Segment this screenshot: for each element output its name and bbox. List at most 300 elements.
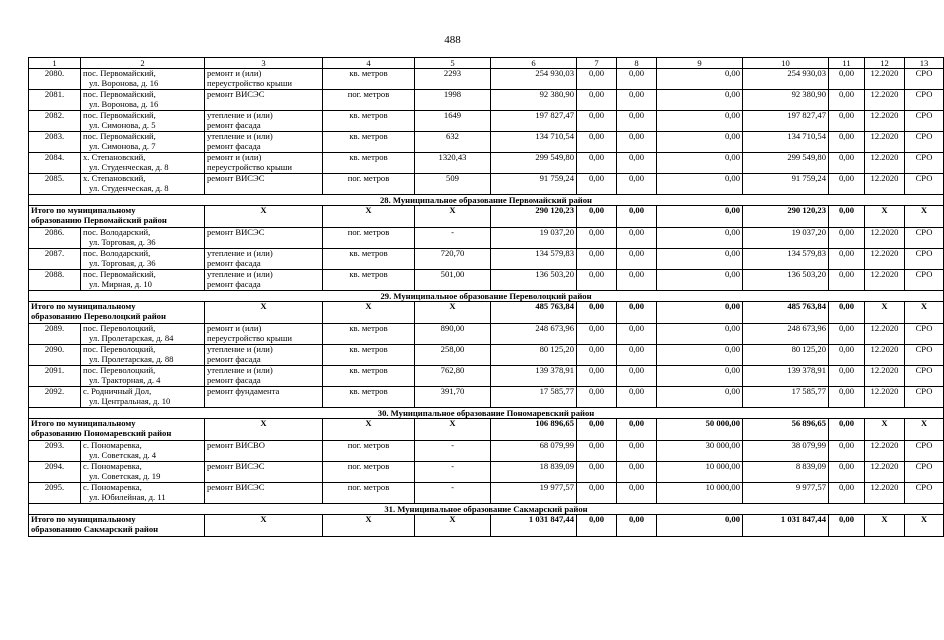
method-cell: СРО [905, 345, 944, 366]
quantity-cell: 2293 [415, 69, 491, 90]
unit-cell: кв. метров [323, 324, 415, 345]
table-row [29, 483, 944, 504]
column-number-cell: 10 [743, 58, 829, 69]
method-cell: СРО [905, 387, 944, 408]
col11-cell: 0,00 [829, 302, 865, 324]
col7-cell: 0,00 [577, 270, 617, 291]
col11-cell: 0,00 [829, 366, 865, 387]
col11-cell: 0,00 [829, 132, 865, 153]
work-type-cell-line1: утепление и (или) [207, 344, 273, 354]
total-label-cell [29, 419, 205, 441]
col7-cell: 0,00 [577, 206, 617, 228]
col11-cell: 0,00 [829, 228, 865, 249]
col8-cell: 0,00 [617, 174, 657, 195]
col10-cell: 139 378,91 [743, 366, 829, 387]
cost-cell: 197 827,47 [491, 111, 577, 132]
col8-cell: 0,00 [617, 228, 657, 249]
col9-cell: 0,00 [657, 69, 743, 90]
col11-cell: 0,00 [829, 174, 865, 195]
cost-cell: 134 579,83 [491, 249, 577, 270]
table-row [29, 90, 944, 111]
table-row [29, 153, 944, 174]
work-type-cell-line2: переустройство крыши [207, 332, 292, 343]
work-type-cell [205, 366, 323, 387]
address-cell-line1: пос. Первомайский, [83, 110, 156, 120]
unit-cell: кв. метров [323, 69, 415, 90]
col10-cell: 8 839,09 [743, 462, 829, 483]
work-type-cell [205, 324, 323, 345]
table-row [29, 174, 944, 195]
col11-cell: 0,00 [829, 111, 865, 132]
col11-cell: 0,00 [829, 419, 865, 441]
col10-cell: 197 827,47 [743, 111, 829, 132]
table-row [29, 132, 944, 153]
unit-cell: пог. метров [323, 441, 415, 462]
address-cell-line1: пос. Володарский, [83, 227, 151, 237]
quantity-cell: 1320,43 [415, 153, 491, 174]
col7-cell: 0,00 [577, 324, 617, 345]
address-cell-line1: пос. Переволоцкий, [83, 344, 156, 354]
address-cell-line1: пос. Первомайский, [83, 269, 156, 279]
section-title: 29. Муниципальное образование Переволоцкий район [29, 291, 944, 302]
address-cell-line2: ул. Воронова, д. 16 [89, 77, 159, 88]
address-cell [81, 249, 205, 270]
address-cell-line2: ул. Юбилейная, д. 11 [89, 491, 166, 502]
work-type-cell [205, 387, 323, 408]
deadline-cell: 12.2020 [865, 483, 905, 504]
col8-cell: 0,00 [617, 462, 657, 483]
total-cost-cell: 106 896,65 [491, 419, 577, 441]
method-cell: СРО [905, 174, 944, 195]
work-type-cell-line1: ремонт ВИСЭС [207, 482, 265, 492]
address-cell-line2: ул. Симонова, д. 7 [89, 140, 156, 151]
address-cell [81, 111, 205, 132]
col8-cell: 0,00 [617, 206, 657, 228]
address-cell [81, 270, 205, 291]
address-cell [81, 90, 205, 111]
column-number-cell: 13 [905, 58, 944, 69]
work-type-cell-line1: утепление и (или) [207, 131, 273, 141]
col9-cell: 0,00 [657, 90, 743, 111]
col7-cell: 0,00 [577, 462, 617, 483]
col7-cell: 0,00 [577, 249, 617, 270]
address-cell-line2: ул. Торговая, д. 36 [89, 236, 156, 247]
x-cell: Х [205, 206, 323, 228]
col8-cell: 0,00 [617, 324, 657, 345]
address-cell-line2: ул. Пролетарская, д. 88 [89, 353, 174, 364]
address-cell-line2: ул. Торговая, д. 36 [89, 257, 156, 268]
work-type-cell-line1: утепление и (или) [207, 248, 273, 258]
section-title: 28. Муниципальное образование Первомайский район [29, 195, 944, 206]
row-number-cell: 2089. [29, 324, 81, 345]
deadline-cell: 12.2020 [865, 249, 905, 270]
quantity-cell: 1998 [415, 90, 491, 111]
work-type-cell [205, 132, 323, 153]
row-number-cell: 2086. [29, 228, 81, 249]
section-row [29, 504, 944, 515]
row-number-cell: 2085. [29, 174, 81, 195]
address-cell-line2: ул. Студенческая, д. 8 [89, 161, 169, 172]
unit-cell: кв. метров [323, 153, 415, 174]
col10-cell: 91 759,24 [743, 174, 829, 195]
table-body [29, 58, 944, 537]
col9-cell: 0,00 [657, 270, 743, 291]
quantity-cell: - [415, 462, 491, 483]
x-cell: Х [865, 515, 905, 537]
col10-cell: 17 585,77 [743, 387, 829, 408]
col7-cell: 0,00 [577, 366, 617, 387]
col11-cell: 0,00 [829, 462, 865, 483]
address-cell [81, 441, 205, 462]
work-type-cell-line1: ремонт фундамента [207, 386, 280, 396]
total-label-cell-line1: Итого по муниципальному [31, 514, 136, 524]
column-number-cell: 5 [415, 58, 491, 69]
work-type-cell-line1: ремонт и (или) [207, 152, 262, 162]
address-cell [81, 153, 205, 174]
col10-cell: 136 503,20 [743, 270, 829, 291]
work-type-cell-line1: ремонт ВИСВО [207, 440, 265, 450]
col9-cell: 10 000,00 [657, 462, 743, 483]
method-cell: СРО [905, 69, 944, 90]
address-cell-line1: х. Степановский, [83, 152, 146, 162]
work-type-cell [205, 111, 323, 132]
work-type-cell-line1: ремонт и (или) [207, 68, 262, 78]
row-number-cell: 2084. [29, 153, 81, 174]
col10-cell: 134 710,54 [743, 132, 829, 153]
work-type-cell [205, 249, 323, 270]
column-number-row [29, 58, 944, 69]
col10-cell: 9 977,57 [743, 483, 829, 504]
method-cell: СРО [905, 462, 944, 483]
col11-cell: 0,00 [829, 153, 865, 174]
col7-cell: 0,00 [577, 441, 617, 462]
x-cell: Х [205, 302, 323, 324]
cost-cell: 68 079,99 [491, 441, 577, 462]
quantity-cell: 258,00 [415, 345, 491, 366]
table-row [29, 366, 944, 387]
total-cost-cell: 290 120,23 [491, 206, 577, 228]
work-type-cell-line2: ремонт фасада [207, 353, 261, 364]
row-number-cell: 2092. [29, 387, 81, 408]
column-number-cell: 1 [29, 58, 81, 69]
address-cell-line2: ул. Центральная, д. 10 [89, 395, 171, 406]
quantity-cell: - [415, 441, 491, 462]
unit-cell: пог. метров [323, 228, 415, 249]
col11-cell: 0,00 [829, 387, 865, 408]
address-cell [81, 324, 205, 345]
work-type-cell-line2: переустройство крыши [207, 77, 292, 88]
address-cell-line1: пос. Первомайский, [83, 131, 156, 141]
row-number-cell: 2093. [29, 441, 81, 462]
row-number-cell: 2082. [29, 111, 81, 132]
total-row [29, 419, 944, 441]
col9-cell: 0,00 [657, 206, 743, 228]
col8-cell: 0,00 [617, 90, 657, 111]
address-cell [81, 174, 205, 195]
quantity-cell: - [415, 483, 491, 504]
x-cell: Х [415, 302, 491, 324]
total-label-cell [29, 515, 205, 537]
total-label-cell [29, 206, 205, 228]
cost-cell: 80 125,20 [491, 345, 577, 366]
unit-cell: кв. метров [323, 366, 415, 387]
col10-cell: 92 380,90 [743, 90, 829, 111]
total-label-cell-line2: образованию Первомайский район [31, 214, 167, 225]
cost-cell: 139 378,91 [491, 366, 577, 387]
address-cell-line1: пос. Переволоцкий, [83, 365, 156, 375]
address-cell-line1: с. Пономаревка, [83, 461, 142, 471]
method-cell: СРО [905, 153, 944, 174]
col8-cell: 0,00 [617, 345, 657, 366]
unit-cell: кв. метров [323, 345, 415, 366]
section-row [29, 291, 944, 302]
deadline-cell: 12.2020 [865, 90, 905, 111]
col10-cell: 1 031 847,44 [743, 515, 829, 537]
address-cell-line2: ул. Воронова, д. 16 [89, 98, 159, 109]
deadline-cell: 12.2020 [865, 111, 905, 132]
address-cell-line2: ул. Пролетарская, д. 84 [89, 332, 174, 343]
col8-cell: 0,00 [617, 387, 657, 408]
work-type-cell-line2: ремонт фасада [207, 257, 261, 268]
col9-cell: 30 000,00 [657, 441, 743, 462]
method-cell: СРО [905, 228, 944, 249]
col10-cell: 254 930,03 [743, 69, 829, 90]
col9-cell: 10 000,00 [657, 483, 743, 504]
col7-cell: 0,00 [577, 302, 617, 324]
x-cell: Х [323, 206, 415, 228]
address-cell-line1: с. Пономаревка, [83, 440, 142, 450]
col11-cell: 0,00 [829, 324, 865, 345]
deadline-cell: 12.2020 [865, 228, 905, 249]
address-cell-line2: ул. Советская, д. 4 [89, 449, 157, 460]
column-number-cell: 9 [657, 58, 743, 69]
col7-cell: 0,00 [577, 419, 617, 441]
total-label-cell-line1: Итого по муниципальному [31, 301, 136, 311]
address-cell-line1: пос. Володарский, [83, 248, 151, 258]
deadline-cell: 12.2020 [865, 324, 905, 345]
x-cell: Х [865, 302, 905, 324]
work-type-cell-line1: ремонт ВИСЭС [207, 227, 265, 237]
work-type-cell [205, 69, 323, 90]
col8-cell: 0,00 [617, 441, 657, 462]
row-number-cell: 2090. [29, 345, 81, 366]
total-label-cell-line2: образованию Переволоцкий район [31, 310, 166, 321]
col9-cell: 0,00 [657, 387, 743, 408]
deadline-cell: 12.2020 [865, 462, 905, 483]
col8-cell: 0,00 [617, 302, 657, 324]
col11-cell: 0,00 [829, 206, 865, 228]
x-cell: Х [323, 515, 415, 537]
col10-cell: 80 125,20 [743, 345, 829, 366]
col11-cell: 0,00 [829, 483, 865, 504]
address-cell-line1: пос. Первомайский, [83, 89, 156, 99]
x-cell: Х [205, 419, 323, 441]
col8-cell: 0,00 [617, 69, 657, 90]
cost-cell: 18 839,09 [491, 462, 577, 483]
work-type-cell-line2: переустройство крыши [207, 161, 292, 172]
x-cell: Х [323, 419, 415, 441]
unit-cell: кв. метров [323, 387, 415, 408]
unit-cell: кв. метров [323, 132, 415, 153]
total-label-cell [29, 302, 205, 324]
cost-cell: 299 549,80 [491, 153, 577, 174]
col11-cell: 0,00 [829, 441, 865, 462]
col9-cell: 0,00 [657, 366, 743, 387]
col10-cell: 290 120,23 [743, 206, 829, 228]
total-row [29, 302, 944, 324]
col11-cell: 0,00 [829, 270, 865, 291]
x-cell: Х [865, 419, 905, 441]
method-cell: СРО [905, 270, 944, 291]
row-number-cell: 2081. [29, 90, 81, 111]
table-row [29, 249, 944, 270]
work-type-cell-line1: ремонт ВИСЭС [207, 173, 265, 183]
col8-cell: 0,00 [617, 153, 657, 174]
unit-cell: пог. метров [323, 90, 415, 111]
quantity-cell: 890,00 [415, 324, 491, 345]
quantity-cell: 762,80 [415, 366, 491, 387]
x-cell: Х [865, 206, 905, 228]
x-cell: Х [415, 419, 491, 441]
table-row [29, 324, 944, 345]
work-type-cell-line1: ремонт ВИСЭС [207, 461, 265, 471]
method-cell: СРО [905, 132, 944, 153]
table-row [29, 111, 944, 132]
col8-cell: 0,00 [617, 366, 657, 387]
col8-cell: 0,00 [617, 270, 657, 291]
work-type-cell [205, 228, 323, 249]
method-cell: СРО [905, 483, 944, 504]
quantity-cell: 501,00 [415, 270, 491, 291]
quantity-cell: 720,70 [415, 249, 491, 270]
method-cell: СРО [905, 324, 944, 345]
section-row [29, 195, 944, 206]
col10-cell: 38 079,99 [743, 441, 829, 462]
col9-cell: 0,00 [657, 249, 743, 270]
work-type-cell [205, 174, 323, 195]
capital-repair-table [28, 57, 944, 537]
column-number-cell: 4 [323, 58, 415, 69]
method-cell: СРО [905, 111, 944, 132]
table-row [29, 387, 944, 408]
row-number-cell: 2091. [29, 366, 81, 387]
unit-cell: кв. метров [323, 270, 415, 291]
col9-cell: 50 000,00 [657, 419, 743, 441]
col9-cell: 0,00 [657, 345, 743, 366]
x-cell: Х [905, 302, 944, 324]
address-cell-line2: ул. Тракторная, д. 4 [89, 374, 161, 385]
work-type-cell [205, 462, 323, 483]
col7-cell: 0,00 [577, 515, 617, 537]
col7-cell: 0,00 [577, 174, 617, 195]
cost-cell: 134 710,54 [491, 132, 577, 153]
total-label-cell-line2: образованию Пономаревский район [31, 427, 172, 438]
col11-cell: 0,00 [829, 69, 865, 90]
quantity-cell: 1649 [415, 111, 491, 132]
unit-cell: кв. метров [323, 111, 415, 132]
method-cell: СРО [905, 249, 944, 270]
section-title: 30. Муниципальное образование Пономаревский район [29, 408, 944, 419]
col8-cell: 0,00 [617, 249, 657, 270]
col7-cell: 0,00 [577, 132, 617, 153]
table-row [29, 270, 944, 291]
col8-cell: 0,00 [617, 419, 657, 441]
deadline-cell: 12.2020 [865, 270, 905, 291]
work-type-cell [205, 270, 323, 291]
row-number-cell: 2095. [29, 483, 81, 504]
total-row [29, 206, 944, 228]
cost-cell: 19 037,20 [491, 228, 577, 249]
section-title: 31. Муниципальное образование Сакмарский район [29, 504, 944, 515]
deadline-cell: 12.2020 [865, 153, 905, 174]
col7-cell: 0,00 [577, 345, 617, 366]
x-cell: Х [905, 206, 944, 228]
row-number-cell: 2083. [29, 132, 81, 153]
col8-cell: 0,00 [617, 483, 657, 504]
col11-cell: 0,00 [829, 90, 865, 111]
address-cell-line1: с. Родничный Дол, [83, 386, 152, 396]
deadline-cell: 12.2020 [865, 69, 905, 90]
address-cell-line2: ул. Мирная, д. 10 [89, 278, 152, 289]
address-cell-line1: пос. Первомайский, [83, 68, 156, 78]
row-number-cell: 2087. [29, 249, 81, 270]
table-row [29, 228, 944, 249]
work-type-cell-line1: утепление и (или) [207, 365, 273, 375]
total-label-cell-line2: образованию Сакмарский район [31, 523, 159, 534]
work-type-cell [205, 153, 323, 174]
work-type-cell [205, 483, 323, 504]
column-number-cell: 12 [865, 58, 905, 69]
cost-cell: 254 930,03 [491, 69, 577, 90]
column-number-cell: 6 [491, 58, 577, 69]
deadline-cell: 12.2020 [865, 174, 905, 195]
total-label-cell-line1: Итого по муниципальному [31, 205, 136, 215]
work-type-cell [205, 90, 323, 111]
address-cell-line1: х. Степановский, [83, 173, 146, 183]
col7-cell: 0,00 [577, 228, 617, 249]
deadline-cell: 12.2020 [865, 441, 905, 462]
quantity-cell: 391,70 [415, 387, 491, 408]
table-row [29, 69, 944, 90]
unit-cell: кв. метров [323, 249, 415, 270]
work-type-cell [205, 345, 323, 366]
quantity-cell: 632 [415, 132, 491, 153]
col9-cell: 0,00 [657, 228, 743, 249]
column-number-cell: 8 [617, 58, 657, 69]
col8-cell: 0,00 [617, 111, 657, 132]
col7-cell: 0,00 [577, 153, 617, 174]
col11-cell: 0,00 [829, 249, 865, 270]
cost-cell: 17 585,77 [491, 387, 577, 408]
work-type-cell-line1: ремонт ВИСЭС [207, 89, 265, 99]
col10-cell: 299 549,80 [743, 153, 829, 174]
address-cell [81, 366, 205, 387]
page-number: 488 [444, 34, 461, 46]
cost-cell: 91 759,24 [491, 174, 577, 195]
col9-cell: 0,00 [657, 302, 743, 324]
address-cell [81, 387, 205, 408]
unit-cell: пог. метров [323, 462, 415, 483]
method-cell: СРО [905, 366, 944, 387]
x-cell: Х [905, 419, 944, 441]
address-cell-line1: пос. Переволоцкий, [83, 323, 156, 333]
unit-cell: пог. метров [323, 174, 415, 195]
address-cell [81, 132, 205, 153]
col7-cell: 0,00 [577, 69, 617, 90]
column-number-cell: 2 [81, 58, 205, 69]
col10-cell: 248 673,96 [743, 324, 829, 345]
method-cell: СРО [905, 90, 944, 111]
